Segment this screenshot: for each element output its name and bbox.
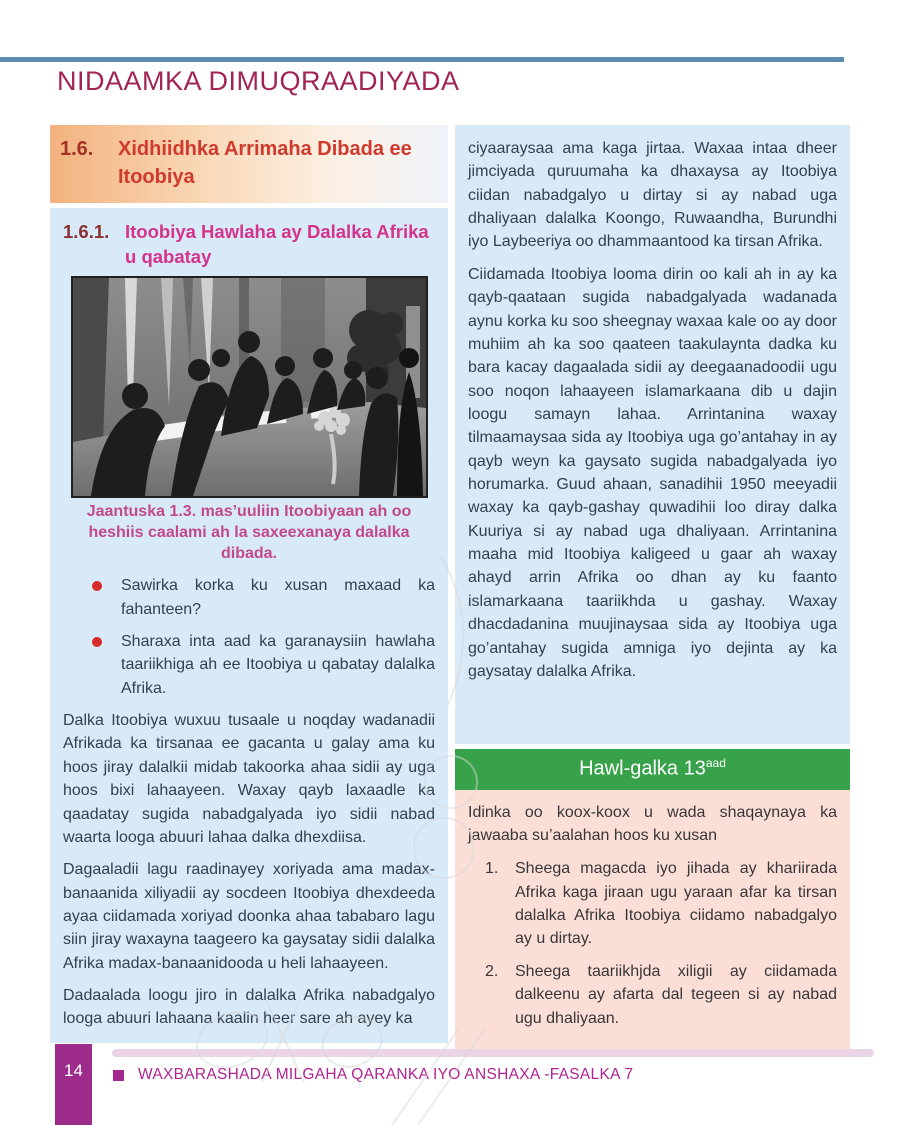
figure-caption: Jaantuska 1.3. mas’uuliin Itoobiyaan ah oo heshiis caalami ah la saxeexanaya dalalka dibada. [86,502,412,562]
activity-item-text: Sheega taariikhjda xiligii ay ciidamada dalkeenu ay afarta dal tegeen si ay nabad ugu dhaliyaan. [515,962,837,1027]
activity-item [468,857,837,950]
footer [113,1066,633,1084]
question-item [63,574,435,621]
activity-header [455,749,850,790]
question-item [63,630,435,700]
activity-item-number: 2. [485,962,499,980]
right-column [455,125,850,1053]
right-content-panel [455,125,850,744]
body-paragraph: Dalka Itoobiya wuxuu tusaale u noqday wadanadii Afrikada ka tirsanaa ee gacanta u galay ama ku hoos jiray dalalkii midab takoorka ahaa sidii ay uga hoos bixi lahaayeen. Waxay qayb laxaadle ka qaadatay sugida nabadgalyada iyo sidii nabad waarta looga abuuri lahaa dalka dhexdiisa. [63,712,435,846]
activity-item-number: 1. [485,860,499,878]
body-paragraph: ciyaaraysaa ama kaga jirtaa. Waxaa intaa dheer jimciyada quruumaha ka dhaxaysa ay Itoobiya ciidan nabadgalyo u dirtay si ay nabad uga dhaliyaan dalalka Koongo, Ruwaandha, Burundhi iyo Laybeeriya oo dhammaantood ka tirsan Afrika. [468,140,837,251]
page-number-tab: 14 [55,1044,92,1125]
subsection-heading-1-6-1 [63,220,435,270]
footer-square-icon [113,1070,124,1081]
signing-ceremony-photo [71,276,428,498]
section-heading-1-6 [50,125,448,203]
left-content-panel [50,208,448,1043]
activity-intro: Idinka oo koox-koox u wada shaqaynaya ka jawaaba su’aalahan hoos ku xusan [468,803,837,845]
footer-strip [112,1049,874,1057]
footer-text: WAXBARASHADA MILGAHA QARANKA IYO ANSHAXA -FASALKA 7 [138,1066,634,1083]
subsection-title: Itoobiya Hawlaha ay Dalalka Afrika u qabatay [125,221,429,267]
page-title: NIDAAMKA DIMUQRAADIYADA [57,66,460,96]
body-paragraph: Dagaaladii lagu raadinayey xoriyada ama madax-banaanida xiliyadii ay socdeen Itoobiya dhexdeeda ayaa ciidamada xoriyad doonka ahaa tababaro lagu siin jiray waxayna taageero ka gaysatay sidii dalalka Afrika madax-banaanidooda u heli lahaayeen. [63,861,435,972]
bullet-icon [92,637,102,647]
header-rule [0,57,844,62]
activity-item [468,960,837,1030]
section-number: 1.6. [60,138,94,160]
figure-1-3 [71,276,428,564]
left-column [50,125,448,1043]
activity-item-text: Sheega magacda iyo jihada ay khariirada Afrika kaga jiraan ugu yaraan afar ka tirsan dalalka Afrika Itoobiya ciidamo nabadgalyo ay u dirtay. [515,860,837,948]
question-text: Sharaxa inta aad ka garanaysiin hawlaha taariikhiga ah ee Itoobiya u qabatay dalalka Afrika. [121,633,435,697]
body-paragraph: Ciidamada Itoobiya looma dirin oo kali ah in ay ka qayb-qaataan sugida nabadgalyada wadanada aynu korka ku soo sheegnay waxaa kale oo ay door muhiim ah ka soo qaateen taakulaynta dadka ku bara kacay dagaalada sidii ay deegaanadoodii ugu soo noqon lahaayeen islamarkaana dib u dajin loogu samayn lahaa. Arrintanina waxay tilmaamaysaa sida ay Itoobiya uga go’antahay in ay qayb weyn ka gaysato sugida nabadgalyada iyo horumarka. Guud ahaan, sanadihii 1950 meeyadii waxay ka qayb-gashay quwadihii loo diray dalka Kuuriya si ay nabad uga dhaliyaan. Arrintanina maaha mid Itoobiya kaligeed u gaar ah waxay ahayd arrin Afrika oo dhan ay ku faanto islamarkaana taariikhda u gashay. Waxay dhacdadanina muujinaysaa sida ay Itoobiya uga go’antahay sugida amniga iyo dejinta ay ka gaysatay dalalka Afrika. [468,265,837,680]
activity-panel [455,790,850,1053]
subsection-number: 1.6.1. [63,221,110,242]
bullet-icon [92,581,102,591]
activity-title: Hawl-galka 13 [579,757,706,780]
section-title: Xidhiidhka Arrimaha Dibada ee Itoobiya [118,138,412,188]
activity-title-ordinal: aad [705,756,726,770]
question-text: Sawirka korka ku xusan maxaad ka fahanteen? [121,577,435,618]
body-paragraph: Dadaalada loogu jiro in dalalka Afrika nabadgalyo looga abuuri lahaana kaalin heer sare ah ayey ka [63,987,435,1028]
